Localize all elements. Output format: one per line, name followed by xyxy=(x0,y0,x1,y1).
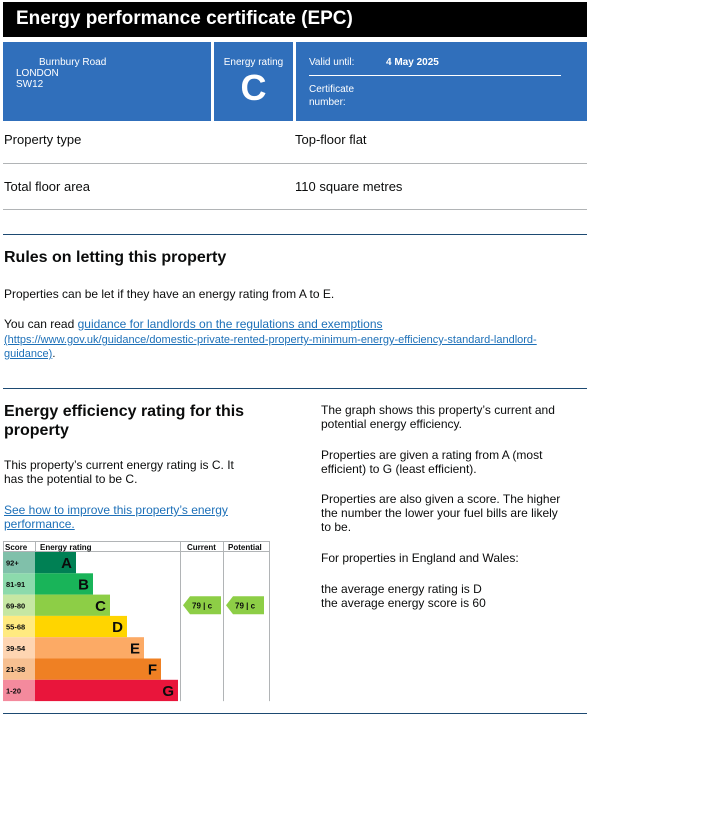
chart-header-score: Score xyxy=(5,543,28,552)
average-rating-line: the average energy rating is D xyxy=(321,582,482,596)
potential-rating-score: 79 | c xyxy=(235,601,256,611)
certificate-number-label-line: Certificate xyxy=(309,84,355,95)
rating-letter: C xyxy=(95,597,106,615)
score-range-label: 1-20 xyxy=(6,686,22,696)
page-title: Energy performance certificate (EPC) xyxy=(3,2,587,37)
guidance-link[interactable]: guidance for landlords on the regulations and exemptions xyxy=(77,317,383,331)
rating-bar-g xyxy=(35,680,178,701)
section-divider xyxy=(3,713,587,714)
graph-explanation xyxy=(321,403,583,431)
chart-header-current: Current xyxy=(187,543,216,552)
section-divider xyxy=(3,388,587,389)
current-rating-score: 79 | c xyxy=(192,601,213,611)
efficiency-heading-line: property xyxy=(4,422,69,439)
rating-range-line: efficient) to G (least efficient). xyxy=(321,462,477,476)
score-explanation xyxy=(321,492,583,534)
property-type-label: Property type xyxy=(4,132,82,147)
certificate-header xyxy=(3,42,587,121)
valid-until-label: Valid until: xyxy=(309,57,355,68)
energy-rating-letter: C xyxy=(240,67,267,108)
england-wales-text: For properties in England and Wales: xyxy=(321,551,519,565)
score-explanation-line: to be. xyxy=(321,520,352,534)
score-range-label: 81-91 xyxy=(6,579,26,589)
score-explanation-line: the number the lower your fuel bills are likely xyxy=(321,506,558,520)
rating-range-line: Properties are given a rating from A (most xyxy=(321,448,543,462)
address-city: LONDON xyxy=(16,68,59,79)
score-range-label: 21-38 xyxy=(6,665,26,675)
certificate-number-label-line: number: xyxy=(309,97,346,108)
guidance-prefix: You can read xyxy=(4,317,78,331)
rating-letter: D xyxy=(112,619,123,637)
energy-rating-label: Energy rating xyxy=(223,57,284,68)
score-range-label: 55-68 xyxy=(6,622,26,632)
floor-area-value: 110 square metres xyxy=(295,179,403,194)
current-rating-line: has the potential to be C. xyxy=(4,472,138,486)
average-rating-text xyxy=(321,582,583,610)
address-street: Burnbury Road xyxy=(39,57,107,68)
rating-letter: F xyxy=(147,661,157,679)
guidance-url xyxy=(4,333,537,361)
improve-performance-link[interactable]: performance. xyxy=(4,517,75,531)
address-postcode: SW12 xyxy=(16,79,44,90)
header-divider xyxy=(293,42,296,121)
letting-heading: Rules on letting this property xyxy=(4,249,227,266)
improve-performance-link[interactable]: See how to improve this property’s energy xyxy=(4,503,228,517)
letting-guidance-paragraph xyxy=(4,317,584,331)
address-block xyxy=(3,42,211,121)
score-explanation-line: Properties are also given a score. The higher xyxy=(321,492,561,506)
rating-letter: E xyxy=(129,640,140,658)
section-divider xyxy=(3,234,587,235)
header-rule xyxy=(309,75,561,76)
efficiency-heading-line: Energy efficiency rating for this xyxy=(4,403,245,420)
score-range-label: 69-80 xyxy=(6,601,26,611)
guidance-suffix: . xyxy=(52,348,56,360)
average-score-line: the average energy score is 60 xyxy=(321,596,486,610)
energy-rating-block xyxy=(214,42,293,121)
guidance-url-link[interactable]: (https://www.gov.uk/guidance/domestic-private-rented-property-minimum-energy-efficiency-standard-landlord- xyxy=(4,334,537,346)
rating-letter: B xyxy=(78,576,89,594)
property-type-value: Top-floor flat xyxy=(295,132,367,147)
efficiency-heading xyxy=(4,402,304,440)
current-rating-line: This property’s current energy rating is C. It xyxy=(4,458,234,472)
improve-link-block xyxy=(4,503,228,531)
rating-bar-e xyxy=(35,637,144,658)
energy-rating-chart xyxy=(3,541,271,702)
floor-area-label: Total floor area xyxy=(4,179,90,194)
guidance-url-link[interactable]: guidance) xyxy=(4,348,53,360)
divider xyxy=(3,163,587,164)
valid-until-date: 4 May 2025 xyxy=(386,57,439,68)
letting-paragraph: Properties can be let if they have an energy rating from A to E. xyxy=(4,287,335,301)
divider xyxy=(3,209,587,210)
score-range-label: 39-54 xyxy=(6,643,26,653)
graph-explanation-line: potential energy efficiency. xyxy=(321,417,462,431)
current-rating-text xyxy=(4,458,234,486)
score-range-label: 92+ xyxy=(6,558,19,568)
rating-letter: G xyxy=(162,682,174,700)
rating-bar-f xyxy=(35,659,161,680)
chart-header-rating: Energy rating xyxy=(40,543,92,552)
rating-letter: A xyxy=(61,555,72,573)
certificate-number-label xyxy=(309,83,354,109)
chart-header-potential: Potential xyxy=(228,543,262,552)
rating-range-explanation xyxy=(321,448,583,476)
graph-explanation-line: The graph shows this property’s current and xyxy=(321,403,555,417)
